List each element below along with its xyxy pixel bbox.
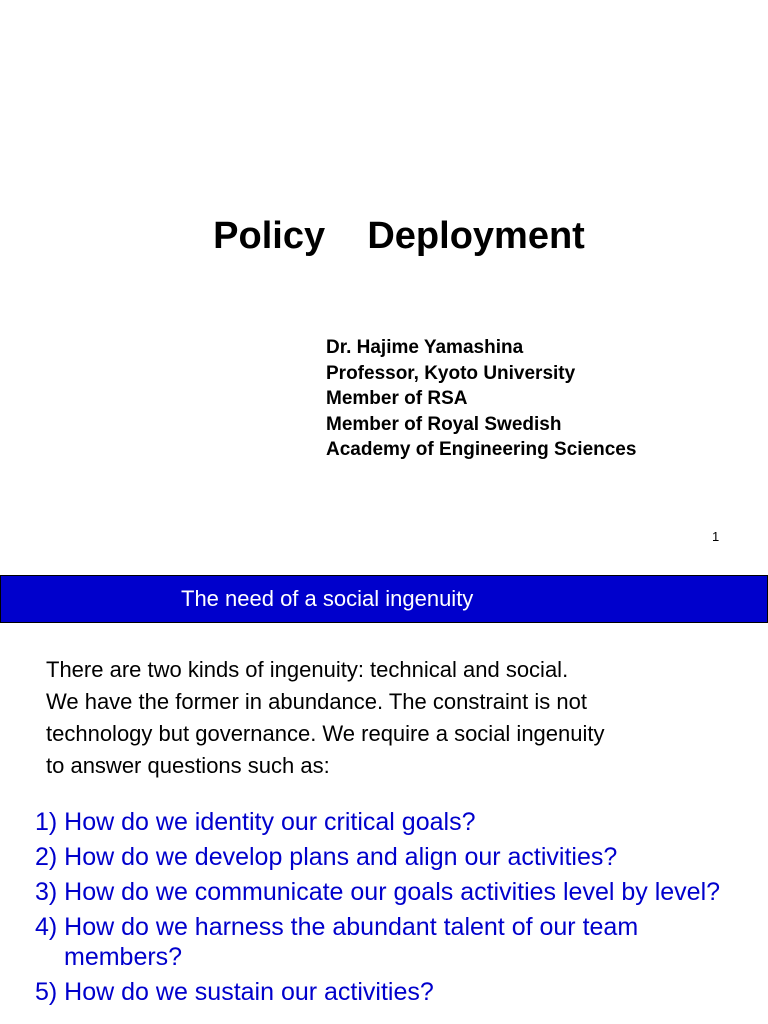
question-item: 3) How do we communicate our goals activities level by level? (35, 878, 721, 906)
author-line: Academy of Engineering Sciences (326, 439, 637, 460)
slide-header-bar (0, 575, 768, 623)
slide-header-title: The need of a social ingenuity (181, 586, 474, 611)
intro-line: There are two kinds of ingenuity: technical and social. (46, 657, 569, 682)
question-item: 1) How do we identity our critical goals? (35, 808, 476, 836)
question-item: 4) How do we harness the abundant talent of our team members? (35, 913, 639, 971)
author-line: Member of RSA (326, 388, 468, 409)
intro-paragraph (46, 654, 746, 782)
author-line: Dr. Hajime Yamashina (326, 337, 524, 358)
author-block (326, 335, 636, 463)
slide-title: Policy Deployment (213, 215, 585, 257)
page-number: 1 (712, 529, 720, 544)
intro-line: technology but governance. We require a social ingenuity (46, 721, 605, 746)
slide-social-ingenuity (0, 572, 768, 1024)
author-line: Member of Royal Swedish (326, 413, 562, 435)
question-list (35, 807, 755, 1012)
question-item: 5) How do we sustain our activities? (35, 978, 434, 1006)
intro-line: to answer questions such as: (46, 753, 330, 778)
intro-line: We have the former in abundance. The constraint is not (46, 689, 587, 714)
question-item: 2) How do we develop plans and align our activities? (35, 843, 618, 871)
author-line: Professor, Kyoto University (326, 362, 576, 384)
